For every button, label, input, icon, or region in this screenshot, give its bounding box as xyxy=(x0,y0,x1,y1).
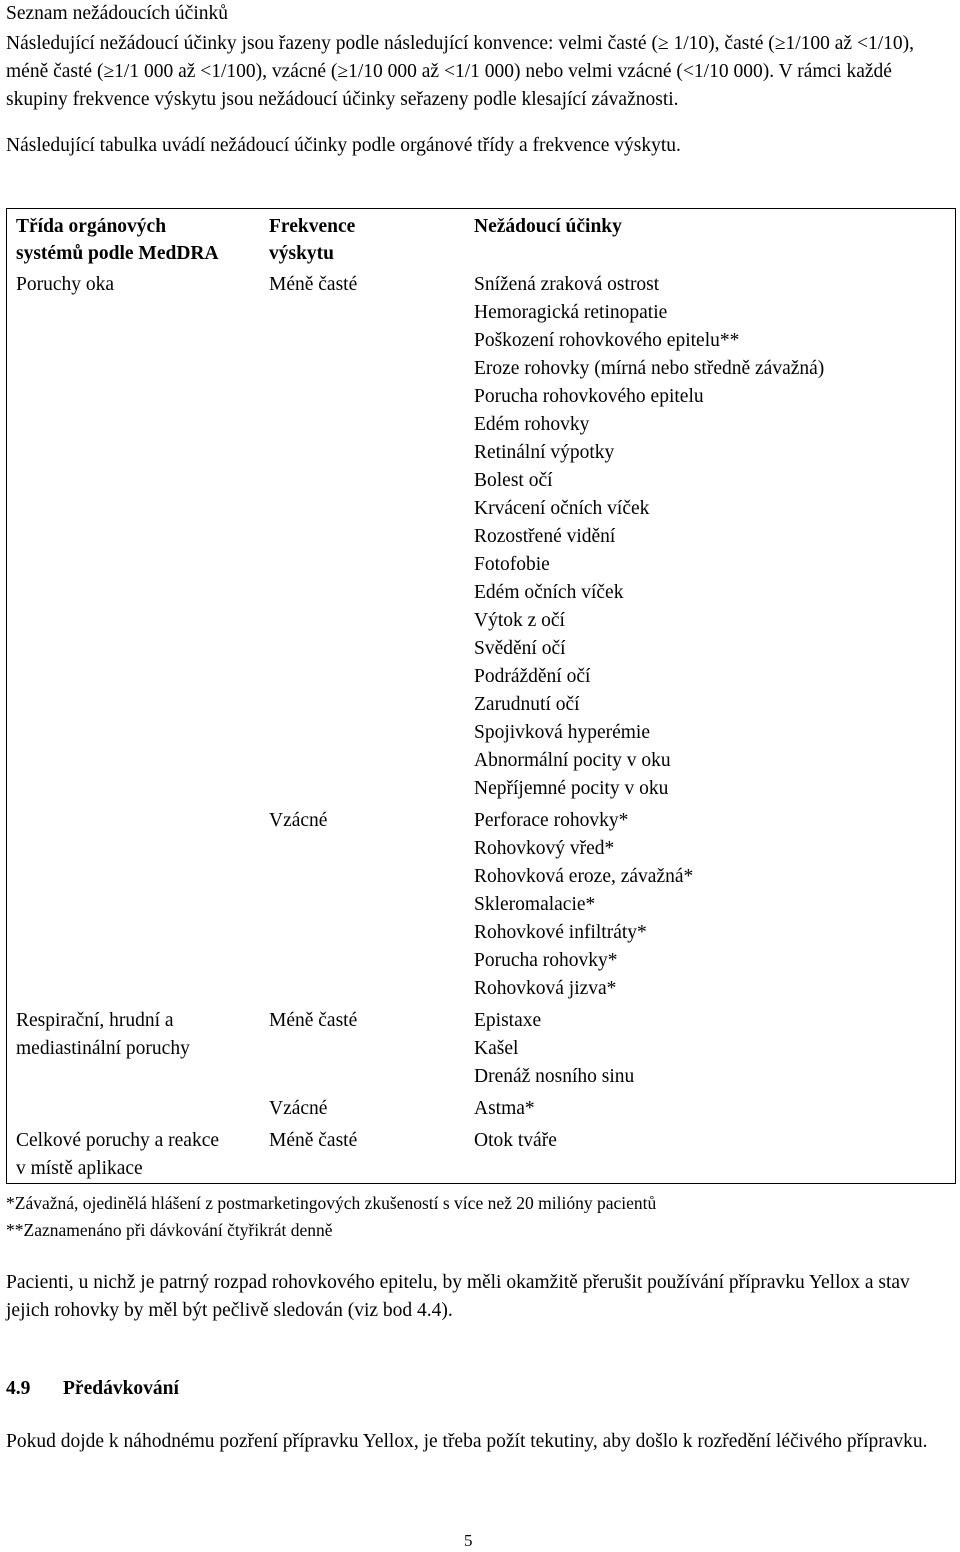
footnote: *Závažná, ojedinělá hlášení z postmarketingových zkušeností s více než 20 milióny pacientů xyxy=(6,1193,657,1213)
table-row xyxy=(7,803,955,1003)
header-effects-label: Nežádoucí účinky xyxy=(474,216,622,237)
table-row xyxy=(7,1123,955,1183)
effect-item: Edém očních víček xyxy=(474,582,624,603)
effect-item: Rohovkový vřed* xyxy=(474,838,615,859)
warning-paragraph: Pacienti, u nichž je patrný rozpad rohovkového epitelu, by měli okamžitě přerušit používání přípravku Yellox a stav jejich rohovky by měl být pečlivě sledován (viz bod 4.4). xyxy=(6,1272,910,1321)
header-effects xyxy=(471,213,955,267)
effect-item: Astma* xyxy=(474,1098,535,1119)
soc-line: mediastinální poruchy xyxy=(16,1038,190,1059)
effect-item: Krvácení očních víček xyxy=(474,498,650,519)
table-header-row xyxy=(7,209,955,267)
soc-cell xyxy=(7,271,265,803)
effect-item: Rohovkové infiltráty* xyxy=(474,922,647,943)
header-soc-line: systémů podle MedDRA xyxy=(16,243,219,264)
effect-item: Abnormální pocity v oku xyxy=(474,750,671,771)
table-row xyxy=(7,1003,955,1091)
document-page xyxy=(6,0,954,1452)
effect-item: Drenáž nosního sinu xyxy=(474,1066,635,1087)
effects-cell xyxy=(471,1095,955,1123)
soc-line: v místě aplikace xyxy=(16,1158,143,1179)
effect-item: Rozostřené vidění xyxy=(474,526,616,547)
effect-item: Bolest očí xyxy=(474,470,553,491)
effect-item: Rohovková jizva* xyxy=(474,978,617,999)
soc-cell xyxy=(7,1127,265,1183)
footnote: **Zaznamenáno při dávkování čtyřikrát denně xyxy=(6,1220,333,1240)
frequency-cell xyxy=(265,1127,471,1183)
effect-item: Skleromalacie* xyxy=(474,894,596,915)
section-title xyxy=(6,1375,179,1403)
effect-item: Zarudnutí očí xyxy=(474,694,580,715)
header-frequency-line: Frekvence xyxy=(269,216,356,237)
page-number: 5 xyxy=(464,1531,473,1550)
effect-item: Porucha rohovkového epitelu xyxy=(474,386,704,407)
frequency-label: Méně časté xyxy=(269,1130,358,1151)
soc-line: Celkové poruchy a reakce xyxy=(16,1130,220,1151)
table-row xyxy=(7,267,955,803)
frequency-label: Vzácné xyxy=(269,810,328,831)
header-soc xyxy=(7,213,265,267)
header-frequency xyxy=(265,213,471,267)
effect-item: Eroze rohovky (mírná nebo středně závažná) xyxy=(474,358,825,379)
header-soc-line: Třída orgánových xyxy=(16,216,167,237)
effect-item: Spojivková hyperémie xyxy=(474,722,651,743)
soc-cell xyxy=(7,807,265,1003)
effect-item: Výtok z očí xyxy=(474,610,565,631)
effect-item: Fotofobie xyxy=(474,554,550,575)
effects-cell xyxy=(471,271,955,803)
adverse-effects-table xyxy=(6,208,956,1184)
effect-item: Retinální výpotky xyxy=(474,442,615,463)
soc-line: Poruchy oka xyxy=(16,274,115,295)
table-row xyxy=(7,1091,955,1123)
frequency-label: Vzácné xyxy=(269,1098,328,1119)
effect-item: Snížená zraková ostrost xyxy=(474,274,660,295)
soc-cell xyxy=(7,1095,265,1123)
effects-cell xyxy=(471,1127,955,1183)
effect-item: Rohovková eroze, závažná* xyxy=(474,866,694,887)
table-body xyxy=(7,267,955,1183)
frequency-label: Méně časté xyxy=(269,274,358,295)
effect-item: Edém rohovky xyxy=(474,414,590,435)
frequency-cell xyxy=(265,807,471,1003)
effect-item: Nepříjemné pocity v oku xyxy=(474,778,669,799)
effect-item: Porucha rohovky* xyxy=(474,950,618,971)
effect-item: Poškození rohovkového epitelu** xyxy=(474,330,740,351)
effect-item: Svědění očí xyxy=(474,638,566,659)
table-intro-paragraph: Následující tabulka uvádí nežádoucí účinky podle orgánové třídy a frekvence výskytu. xyxy=(6,135,681,156)
effect-item: Otok tváře xyxy=(474,1130,557,1151)
effect-item: Podráždění očí xyxy=(474,666,591,687)
soc-line: Respirační, hrudní a xyxy=(16,1010,174,1031)
effects-cell xyxy=(471,1007,955,1091)
effects-cell xyxy=(471,807,955,1003)
frequency-label: Méně časté xyxy=(269,1010,358,1031)
frequency-cell xyxy=(265,1095,471,1123)
section-heading: Seznam nežádoucích účinků xyxy=(6,3,228,24)
frequency-cell xyxy=(265,1007,471,1091)
effect-item: Epistaxe xyxy=(474,1010,542,1031)
section-number: 4.9 xyxy=(6,1378,31,1399)
effect-item: Kašel xyxy=(474,1038,519,1059)
effect-item: Hemoragická retinopatie xyxy=(474,302,668,323)
overdose-paragraph: Pokud dojde k náhodnému pozření přípravku Yellox, je třeba požít tekutiny, aby došlo k rozředění léčivého přípravku. xyxy=(6,1431,928,1452)
footnotes xyxy=(6,1190,656,1244)
frequency-cell xyxy=(265,271,471,803)
section-name: Předávkování xyxy=(63,1378,179,1399)
header-frequency-line: výskytu xyxy=(269,243,335,264)
effect-item: Perforace rohovky* xyxy=(474,810,629,831)
frequency-convention-paragraph: Následující nežádoucí účinky jsou řazeny podle následující konvence: velmi časté (≥ 1/10), časté (≥1/100 až <1/10), méně časté (≥1/1 000 až <1/100), vzácné (≥1/10 000 až <1/1 000) nebo velmi vzácné (<1/10 000). V rámci každé skupiny frekvence výskytu jsou nežádoucí účinky seřazeny podle klesající závažnosti. xyxy=(6,33,914,110)
soc-cell xyxy=(7,1007,265,1091)
